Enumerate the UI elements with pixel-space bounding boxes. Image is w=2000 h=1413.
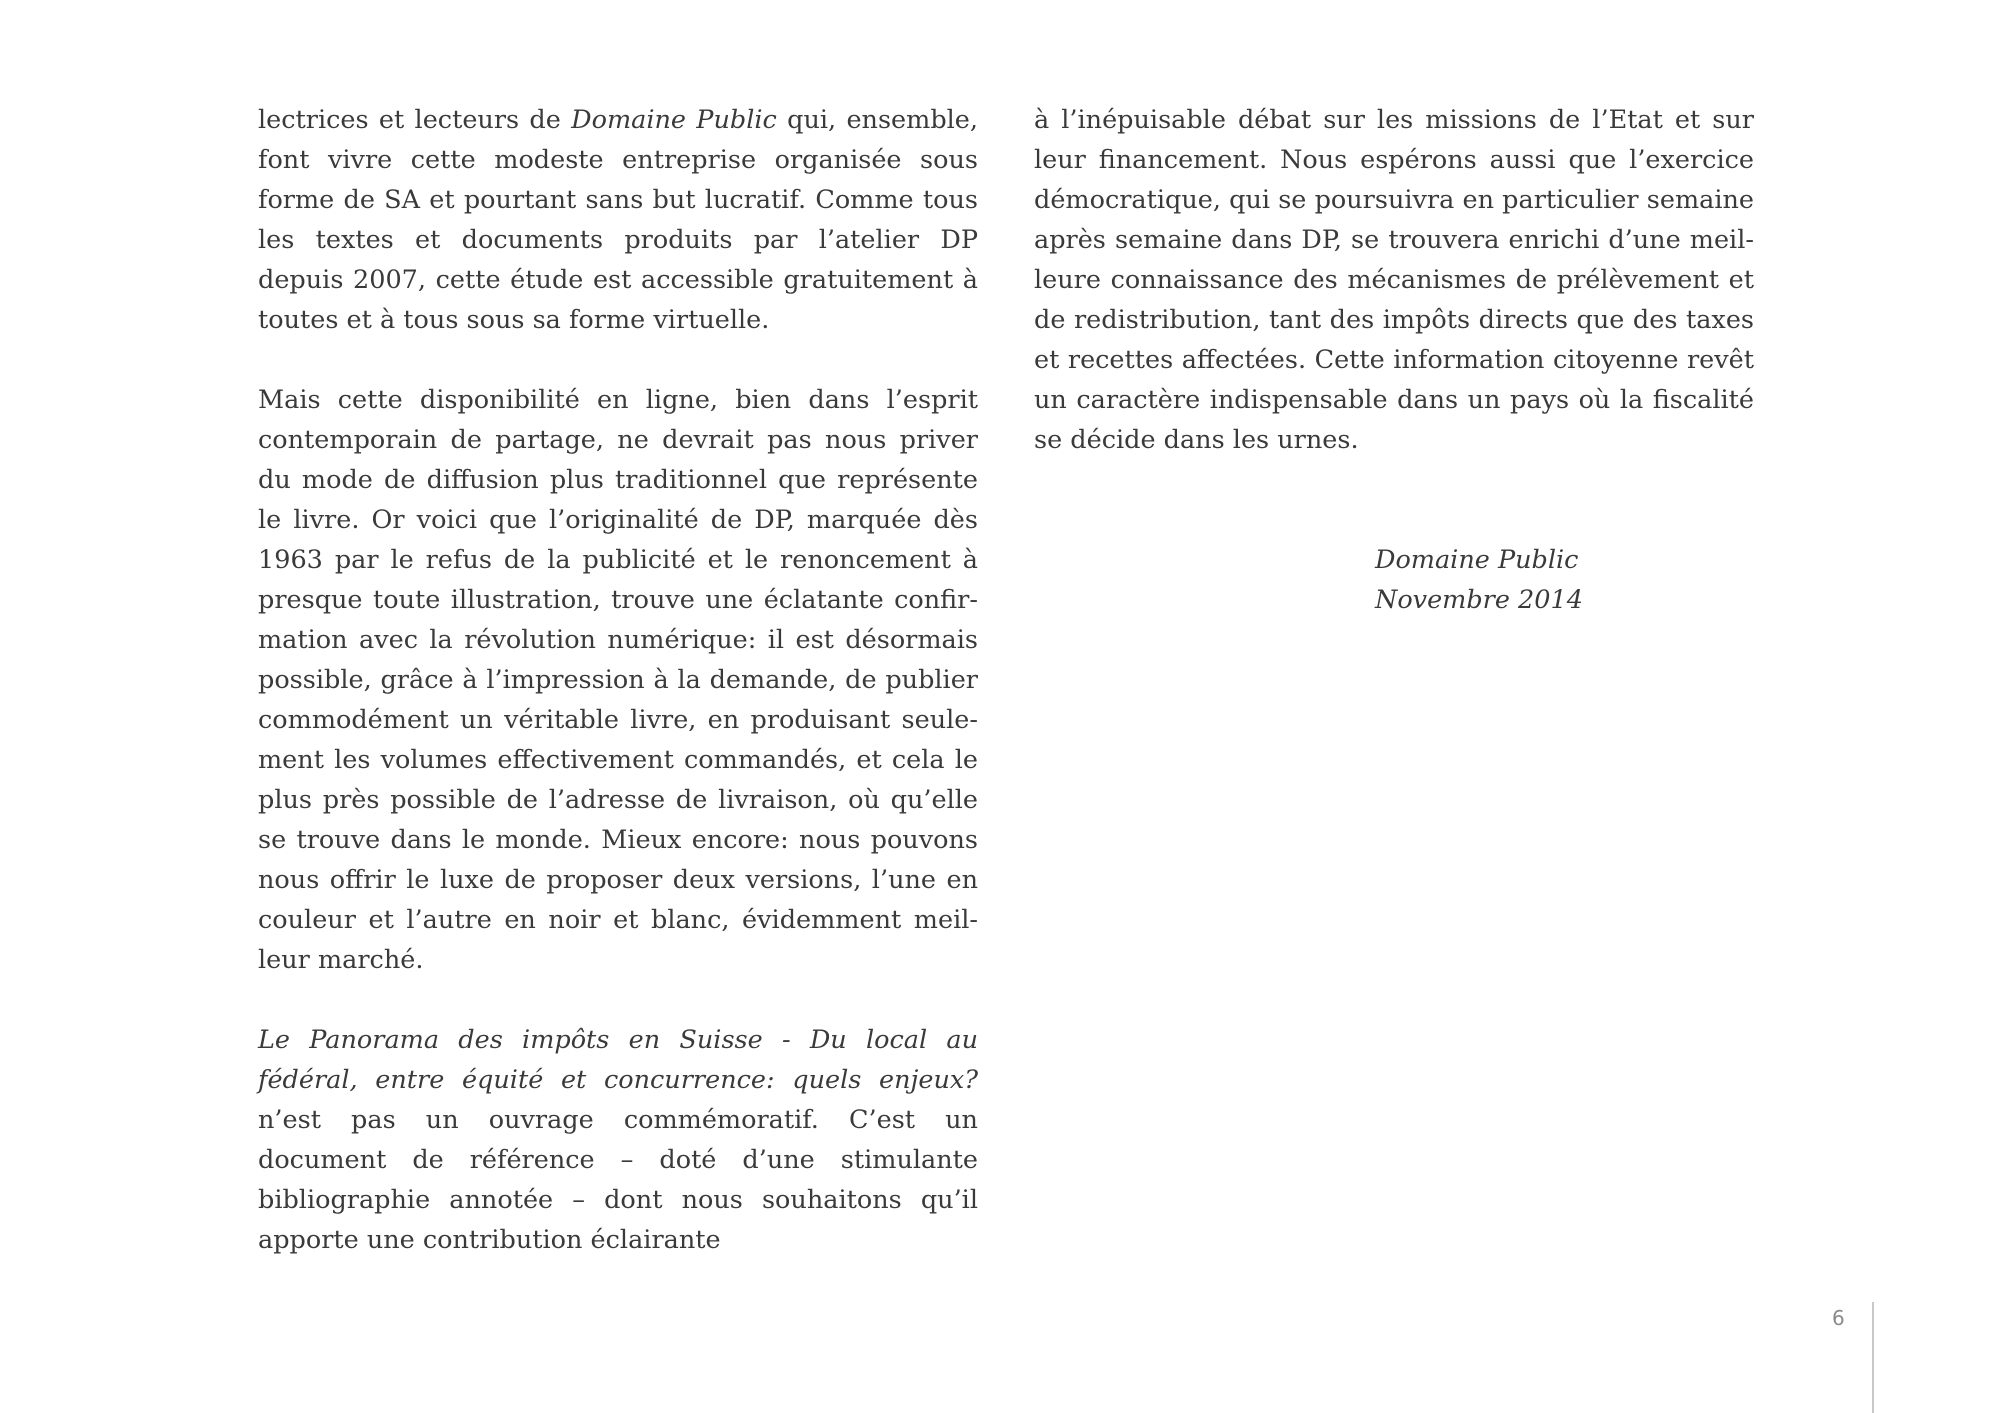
paragraph-panorama xyxy=(258,1020,978,1260)
paragraph-panorama-rest: n’est pas un ouvrage commémoratif. C’est un document de référence – doté d’une stimulante bibliographie annotée – dont nous souhaitons qu’il apporte une contribution éclairante xyxy=(258,1105,978,1255)
publication-name: Domaine Public xyxy=(571,105,777,135)
page-margin-rule xyxy=(1872,1302,1874,1413)
left-column xyxy=(258,100,978,1260)
paragraph-intro-rest: qui, ensemble, font vivre cette modeste entreprise organisée sous forme de SA et pourtant sans but lucratif. Comme tous les textes et documents produits par l’atelier DP depuis 2007, cette étude est accessible gratuitement à toutes et à tous sous sa forme virtuelle. xyxy=(258,105,978,335)
signature-author: Domaine Public xyxy=(1375,545,1579,575)
signature-date: Novembre 2014 xyxy=(1375,585,1583,615)
page-number: 6 xyxy=(1832,1306,1845,1330)
paragraph-intro xyxy=(258,100,978,340)
paragraph-online-availability: Mais cette disponibilité en ligne, bien dans l’esprit contemporain de partage, ne devrait pas nous priver du mode de diffusion plus traditionnel que représente le livre. Or voici que l’originalité de DP, marquée dès 1963 par le refus de la publicité et le renoncement à presque toute illustration, trouve une éclatante confirmation avec la révolution numérique: il est désormais possible, grâce à l’impression à la demande, de publier commodément un véritable livre, en produisant seulement les volumes effectivement commandés, et cela le plus près possible de l’adresse de livraison, où qu’elle se trouve dans le monde. Mieux encore: nous pouvons nous offrir le luxe de proposer deux versions, l’une en couleur et l’autre en noir et blanc, évidemment meilleur marché. xyxy=(258,385,978,975)
book-title: Le Panorama des impôts en Suisse - Du local au fédéral, entre équité et concurrence: quels enjeux? xyxy=(258,1025,978,1095)
paragraph-debate: à l’inépuisable débat sur les missions de l’Etat et sur leur financement. Nous espérons aussi que l’exercice démocratique, qui se poursuivra en particulier semaine après semaine dans DP, se trouvera enrichi d’une meilleure connaissance des mécanismes de prélèvement et de redistribution, tant des impôts directs que des taxes et recettes affectées. Cette information citoyenne revêt un caractère indispensable dans un pays où la fiscalité se décide dans les urnes. xyxy=(1034,105,1754,455)
right-column xyxy=(1034,100,1754,460)
paragraph-intro-start: lectrices et lecteurs de xyxy=(258,105,572,135)
signature-block xyxy=(1375,540,1583,620)
